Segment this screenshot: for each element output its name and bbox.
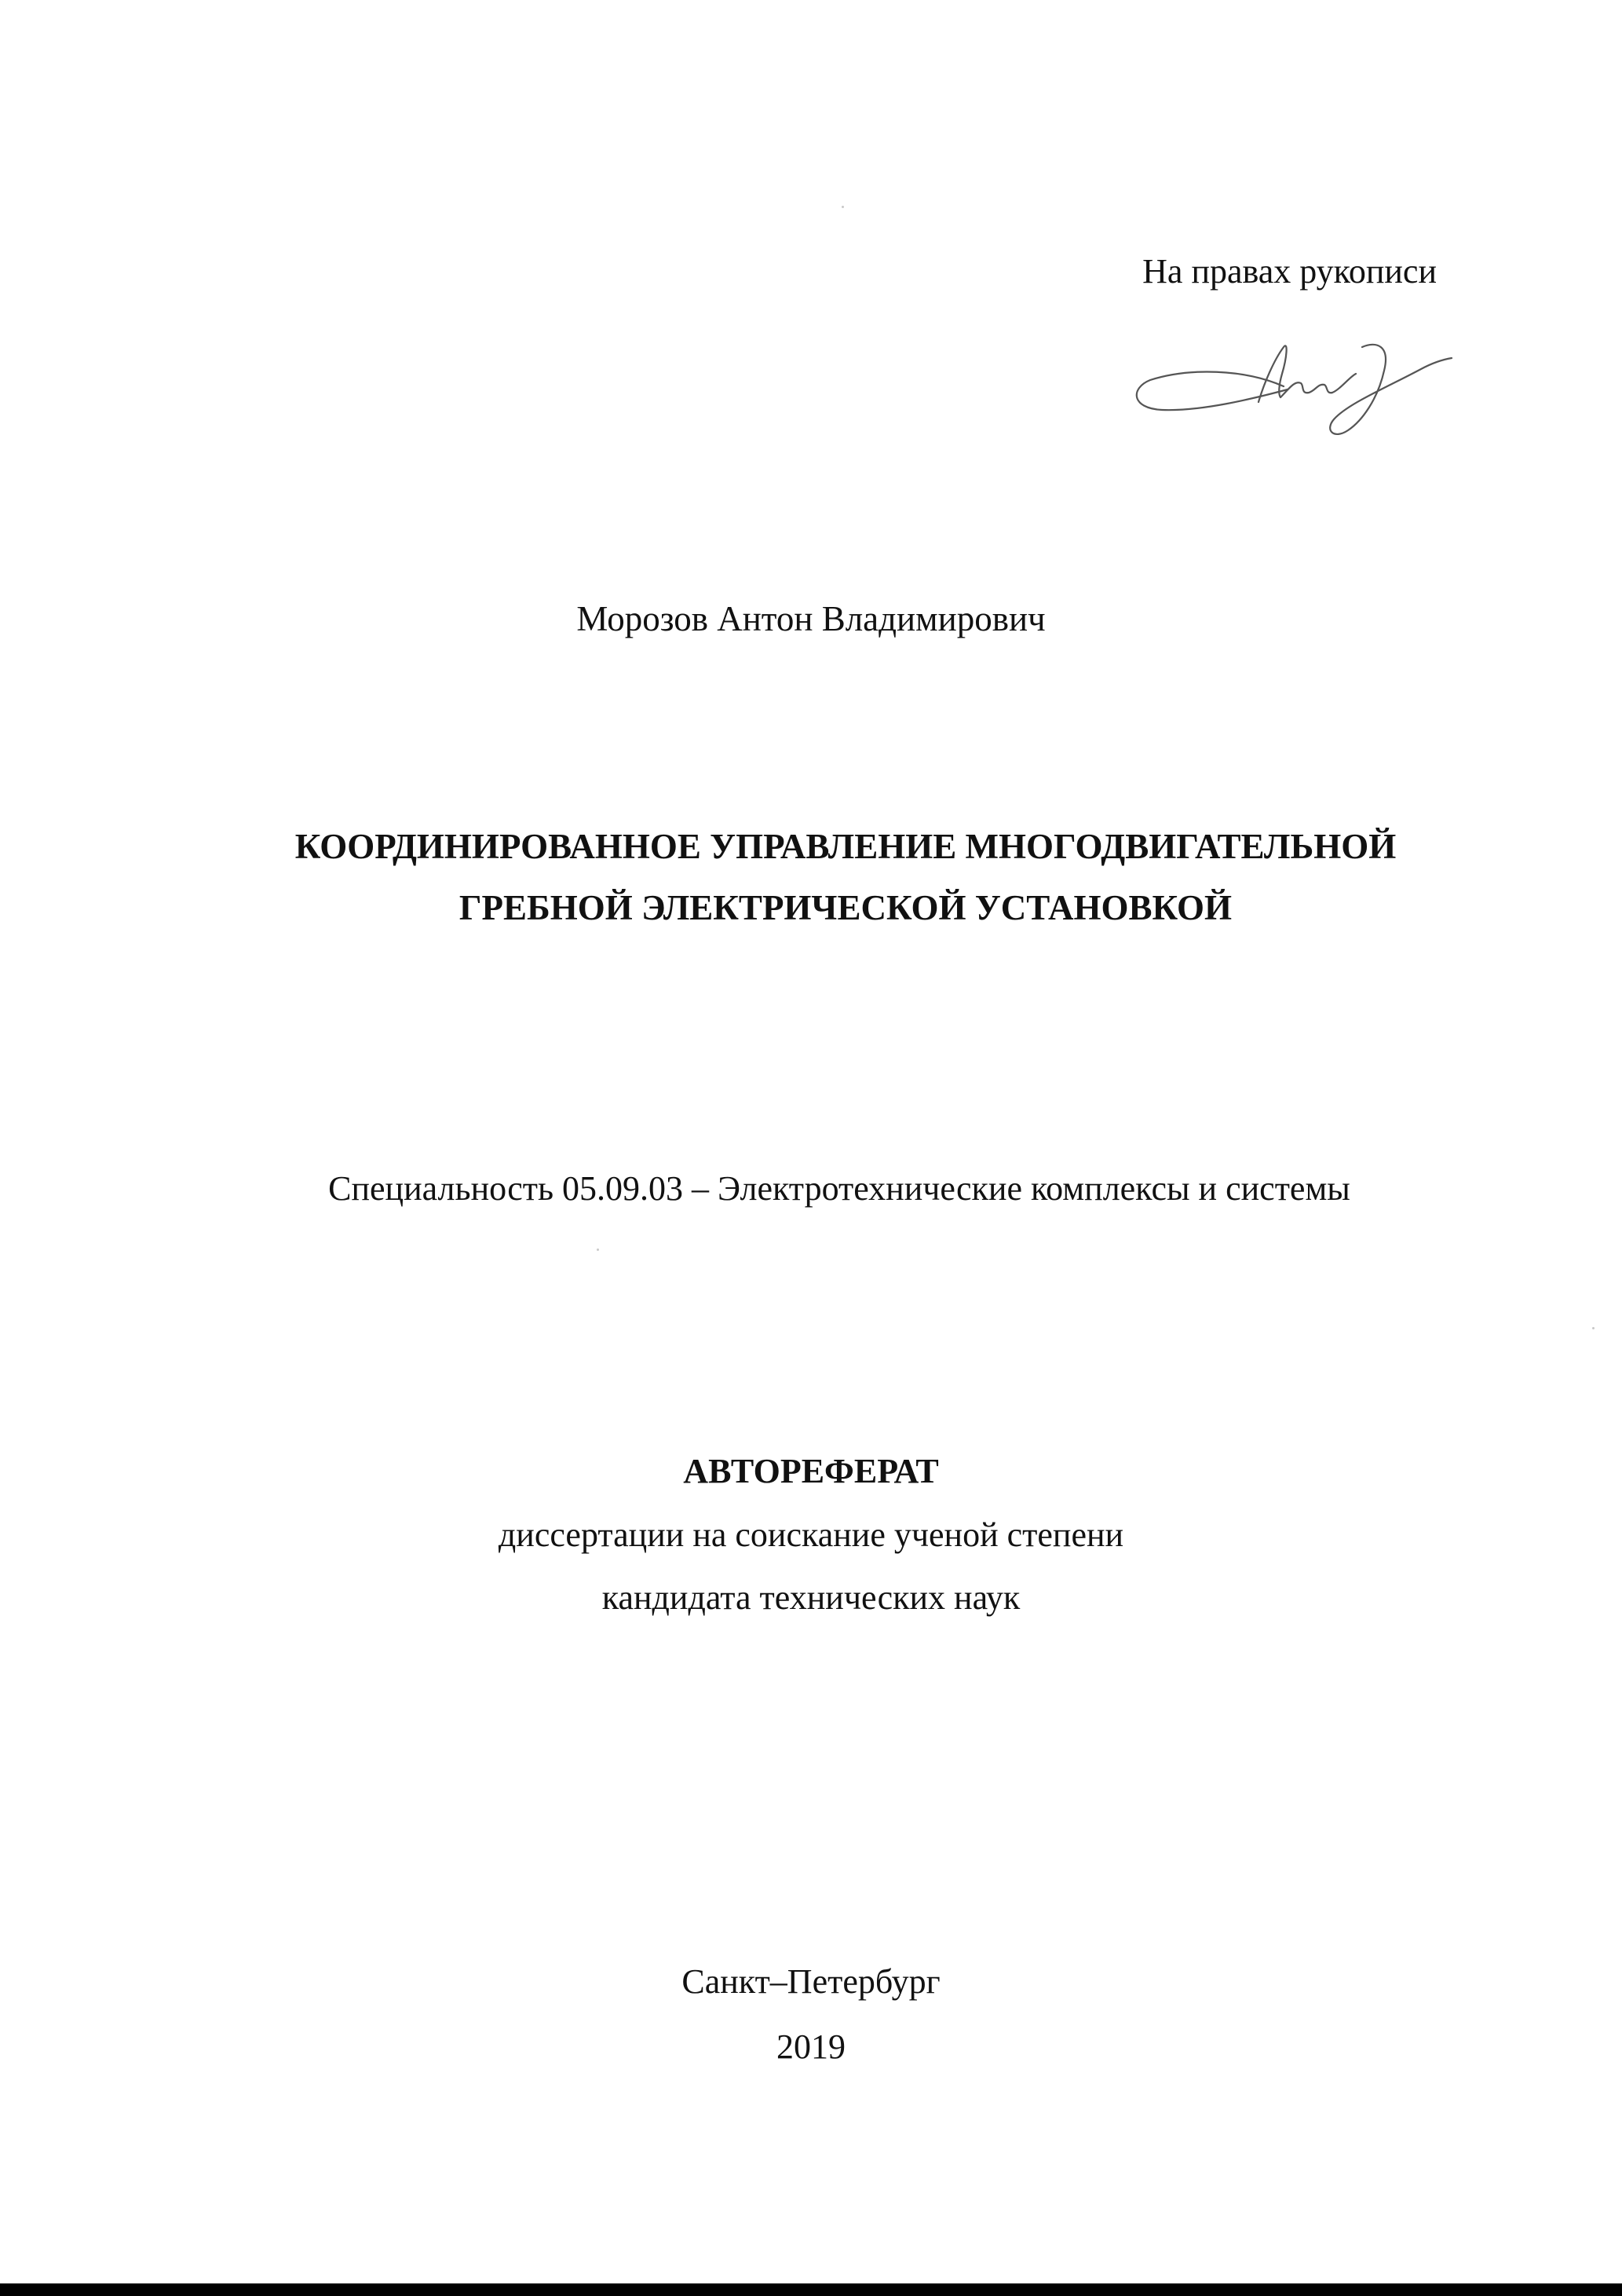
author-signature (1127, 322, 1456, 448)
document-type-heading: АВТОРЕФЕРАТ (683, 1452, 939, 1490)
publication-year: 2019 (776, 2027, 846, 2066)
scan-speck (597, 1249, 599, 1251)
manuscript-rights-note: На правах рукописи (1142, 252, 1437, 291)
publication-city: Санкт–Петербург (681, 1962, 941, 2001)
scan-speck (1592, 1327, 1595, 1329)
dissertation-title-line-2: ГРЕБНОЙ ЭЛЕКТРИЧЕСКОЙ УСТАНОВКОЙ (458, 888, 1233, 927)
scan-speck (842, 206, 844, 208)
author-name: Морозов Антон Владимирович (576, 599, 1046, 638)
degree-line-2: кандидата технических наук (601, 1578, 1021, 1617)
degree-line-1: диссертации на соискание ученой степени (498, 1515, 1124, 1554)
specialty-line: Специальность 05.09.03 – Электротехнические комплексы и системы (328, 1169, 1350, 1208)
scan-bottom-edge (0, 2283, 1622, 2296)
dissertation-title-line-1: КООРДИНИРОВАННОЕ УПРАВЛЕНИЕ МНОГОДВИГАТЕЛЬНОЙ (294, 827, 1397, 866)
